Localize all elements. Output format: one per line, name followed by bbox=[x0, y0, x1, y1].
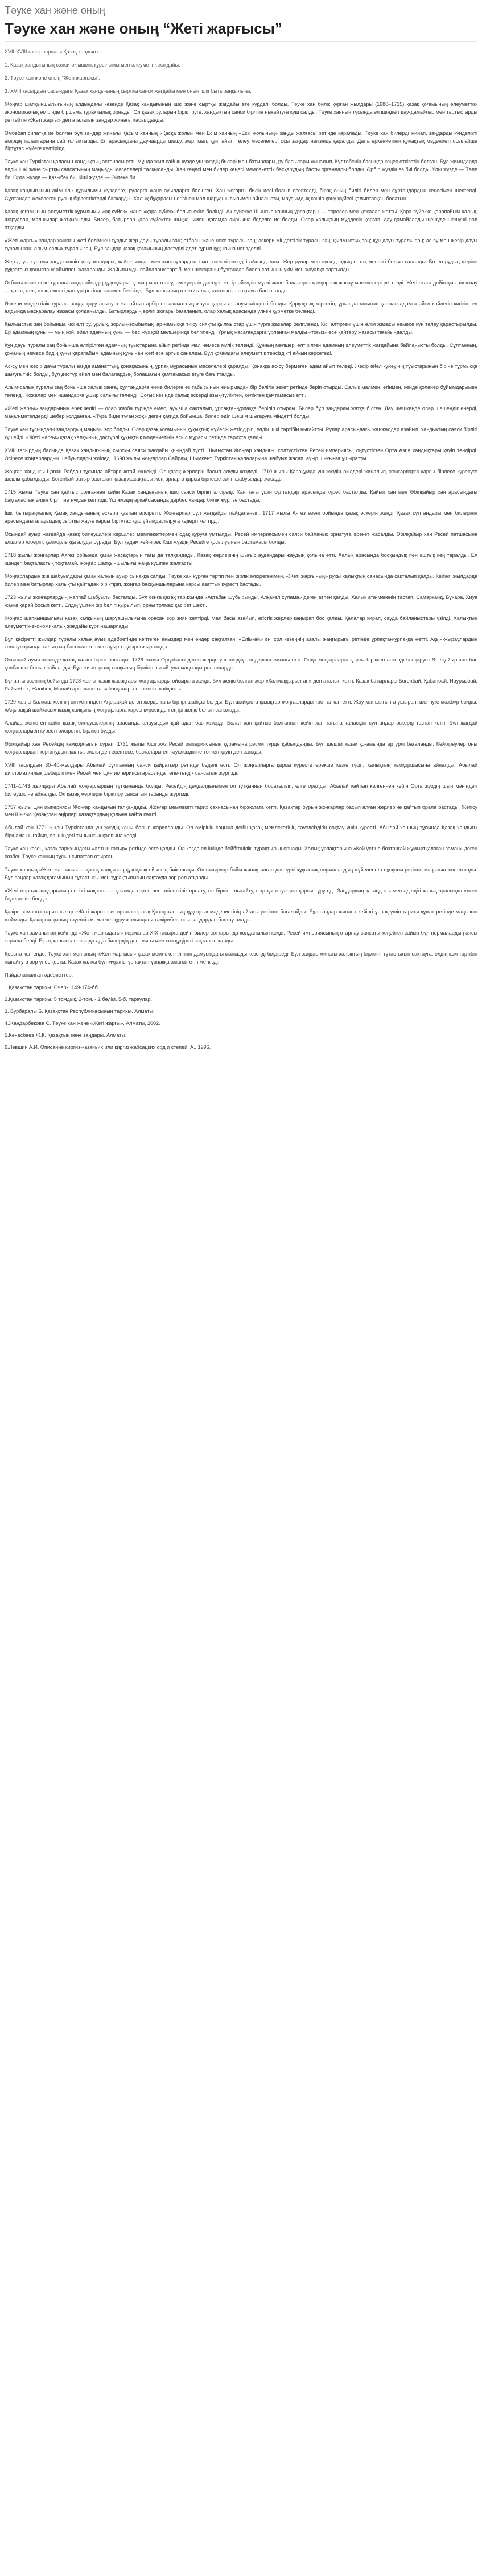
reference-item: 1.Қазақстан тарихы. Очерк. 149-174-бб. bbox=[5, 985, 100, 991]
reference-item: 5.Кенесбаев Ж.К. Қазақтың көне заңдары. Алматы. bbox=[5, 1032, 127, 1039]
paragraph: Алайда жеңістен кейін қазақ билеушілерінің арасында алауыздық қайтадан бас көтерді. Болат хан қайтыс болғаннан кейін хан тағына таласқан сұлтандар әскерді тастап кетті. Бұл жағдай жоңғарлармен күресті әлсіретіп, бірлікті бұзды. bbox=[5, 720, 477, 734]
paragraph: Ас-су мен жесір дауы туралы заңда аманаттың, қонақасының, ұрпақ мұрасының мәселелері қаралды. Қонаққа ас-су бермеген адам айып төледі. Жесір әйел күйеуінің туыстарының біріне тұрмысқа шығуға тиіс болды, бұл дәстүр әйел мен балалардың болашағын қамтамасыз етуге бағытталды. bbox=[5, 363, 477, 378]
paragraph: Тәуке хан заманынан кейін де «Жеті жарғыдағы» нормалар XIX ғасырға дейін билер соттарында қолданылып келді. Ресей империясының отарлау саясаты кеңейген сайын бұл нормалардың аясы тарыла берді. Бірақ халық санасында әділ билердің даналығы мен сөз құдіреті сақталып қалды. bbox=[5, 929, 477, 944]
page-title: Тәуке хан және оның “Жеті жарғысы” bbox=[5, 20, 477, 42]
paragraph: 1715 жылы Тәуке хан қайтыс болғаннан кейін Қазақ хандығының ішкі саяси бірлігі әлсіреді. Хан тағы үшін сұлтандар арасында күрес басталды. Қайып хан мен Әбілқайыр хан арасындағы бақталастық елдің бірлігіне нұқсан келтірді. Үш жүздің әрқайсысында дербес хандар билік жүргізе бастады. bbox=[5, 489, 477, 503]
paragraph: Қазіргі заманғы тарихшылар «Жеті жарғыны» ортағасырлық Қазақстанның құқықтық мәдениетінің айғағы ретінде бағалайды. Бұл заңдар жинағы кейінгі ұрпақ үшін тарихи құжат ретінде маңызын жоймады. Қазақ халқының тәуелсіз мемлекет құру жолындағы тәжірибесі осы заңдардан бастау алады. bbox=[5, 908, 477, 923]
reference-item: 4.Жандарбекова С. Тәуке хан және «Жеті жарғы». Алматы, 2002. bbox=[5, 1020, 160, 1027]
paragraph: Ішкі бытыраңқылық Қазақ хандығының әскери қуатын әлсіретті. Жоңғарлар бұл жағдайды пайдаланып, 1717 жылы Аягөз өзені бойында қазақ әскерін жеңді. Қазақ сұлтандары мен билерінің арасындағы алауыздық сыртқы жауға қарсы біртұтас күш ұйымдастыруға кедергі келтірді. bbox=[5, 510, 477, 524]
paragraph: Бұл қасіретті жылдар туралы халық ауыз әдебиетінде көптеген аңыздар мен әндер сақталған. «Елім-ай» әні сол кезеңнің азалы жаңғырығы ретінде ұрпақтан-ұрпаққа жетті. Ақын-жыраулардың толғауларында халықтың басынан кешкен ауыр тағдыры жырланды. bbox=[5, 636, 477, 650]
paragraph: Алым-салық туралы заң бойынша халық ханға, сұлтандарға және билерге өз табысының жиырмадан бір бөлігін зекет ретінде беріп отырды. Салық малмен, егінмен, кейде қолөнер бұйымдарымен төленді. Қожалар мен ишандарға ұшыр салығы төленді. Соғыс кезінде халық әскерді азық-түлікпен, көлікпен қамтамасыз етті. bbox=[5, 384, 477, 398]
paragraph: «Жеті жарғы» заңдарының негізгі мақсаты — қоғамда тәртіп пен әділеттілік орнату, ел бірлігін нығайту, сыртқы жауларға қарсы тұру еді. Заңдардың қатаңдығы мен әділдігі халық арасында үлкен беделге ие болды. bbox=[5, 888, 477, 902]
paragraph-list bbox=[5, 101, 477, 966]
paragraph: Қылмыстық заң бойынша кісі өлтіру, ұрлық, зорлық-зомбылық, ар-намысқа тиісу сияқты қылмыстар үшін түрлі жазалар белгіленді. Кісі өлтіргені үшін өлім жазасы немесе құн төлеу қарастырылды. Ер адамның құны — мың қой, әйел адамның құны — бес жүз қой мөлшерінде белгіленді. Ұрлық жасағандарға ұрланған малды «тоғыз» есе қайтару жазасы тағайындалды. bbox=[5, 321, 477, 336]
paragraph: XVIII ғасырдың басында Қазақ хандығының сыртқы саяси жағдайы қиындай түсті. Шығыстан Жоңғар хандығы, солтүстіктен Ресей империясы, оңтүстіктен Орта Азия хандықтары қауіп төндірді. Әсіресе жоңғарлардың шабуылдары жиіледі. 1698 жылы жоңғарлар Сайрам, Шымкент, Түркістан қалаларына шабуыл жасап, ауыр шығынға ұшыратты. bbox=[5, 447, 477, 461]
paragraph: Қазақ қоғамының әлеуметтік құрылымы «ақ сүйек» және «қара сүйек» болып екіге бөлінді. Ақ сүйекке Шыңғыс ханның ұрпақтары — төрелер мен қожалар жатты. Қара сүйекке қарапайым халық, шаруалар, малшылар жатқызылды. Билер, батырлар қара сүйектен шыққанымен, қоғамда айрықша беделге ие болды. Олар халықтың мүддесін қорғап, дау-дамайларды шешуде шешуші рөл атқарды. bbox=[5, 209, 477, 230]
paragraph: Жоңғарлардың жиі шабуылдары қазақ халқын ауыр сынаққа салды. Тәуке хан құрған тәртіп пен бірлік әлсірегенімен, «Жеті жарғының» рухы халықтың санасында сақталып қалды. Кейінгі жылдарда билер мен батырлар халықты қайтадан біріктіріп, жоңғар басқыншыларына қарсы азаттық күресті бастады. bbox=[5, 573, 477, 587]
paragraph: 1741–1743 жылдары Абылай жоңғарлардың тұтқынында болды. Ресейдің делдалдығымен ол тұтқыннан босатылып, елге оралды. Абылай қайтып келгеннен кейін Орта жүздің шын мәніндегі билеушісіне айналды. Ол қазақ жерлерін біріктіру саясатын табанды жүргізді. bbox=[5, 783, 477, 797]
paragraph: 1718 жылы жоңғарлар Аягөз бойында қазақ жасақтарын тағы да талқандады. Қазақ жерлерінің шығыс аудандары жаудың қолына өтті. Халық арасында босқындық пен аштық кең таралды. Ел ішіндегі бақталастық тоқтамай, жоңғар шапқыншылығы жаңа күшпен жалғасты. bbox=[5, 552, 477, 566]
paragraph: Қазақ хандығының әкімшілік құрылымы жүздерге, руларға және ауылдарға бөлінген. Хан жоғарғы билік иесі болып есептелді, бірақ оның билігі билер мен сұлтандардың кеңесімен шектелді. Сұлтандар жекелеген рулық бірлестіктерді басқарды. Халық бұқарасы негізінен мал шаруашылығымен айналысты, маусымдық көшіп-қону жүйесі қалыптасқан болатын. bbox=[5, 188, 477, 202]
paragraph: 1757 жылы Цин империясы Жоңғар хандығын талқандады. Жоңғар мемлекеті тарих сахнасынан біржолата кетті. Қазақтар бұрын жоңғарлар басып алған жерлеріне қайтып орала бастады. Жетісу мен Шығыс Қазақстан өңірлері қазақтардың қолына қайта көшті. bbox=[5, 804, 477, 818]
meta-line: 1. Қазақ хандығының саяси-әкімшілік құрылымы мен әлеуметтік жағдайы. bbox=[5, 61, 180, 68]
paragraph: Бұланты өзенінің бойында 1728 жылы қазақ жасақтары жоңғарларды ойсырата жеңді. Бұл жеңіс болған жер «Қалмаққырылған» деп аталып кетті. Қазақ батырлары Бөгенбай, Қабанбай, Наурызбай, Райымбек, Жәнібек, Малайсары және тағы басқалары ерлікпен шайқасты. bbox=[5, 678, 477, 692]
meta-line: XVII-XVIII ғасырлардағы Қазақ хандығы bbox=[5, 49, 99, 55]
reference-item: 2.Қазақстан тарихы. 5 томдық. 2-том. - 2 бөлім. 5-б. тараулар. bbox=[5, 997, 153, 1003]
article-body bbox=[5, 48, 477, 1052]
paragraph: Тәуке ханның «Жеті жарғысы» — қазақ халқының құқықтық ойының биік шыңы. Ол ғасырлар бойы жинақталған дәстүрлі құқықтық нормалардың жүйеленген нұсқасы ретінде маңызын жоғалтпады. Бұл заңдар қазақ қоғамының тұтастығы мен тұрақтылығын сақтауда зор рөл атқарды. bbox=[5, 867, 477, 881]
paragraph: «Жеті жарғы» заңдар жинағы жеті бөлімнен тұрды: жер дауы туралы заң; отбасы және неке туралы заң; әскери міндеттілік туралы заң; қылмыстық заң; құн дауы туралы заң; ас-су мен жесір дауы туралы заң; алым-салық туралы заң. Бұл заңдар қазақ қоғамының дәстүрлі әдет-ғұрып құқығына негізделді. bbox=[5, 237, 477, 251]
reference-item: 6.Левшин А.И. Описание киргиз-казачьих или киргиз-кайсацких орд и степей. А., 1996. bbox=[5, 1044, 211, 1051]
paragraph: Тәуке хан Түркістан қаласын хандықтың астанасы етті. Мұнда жыл сайын күзде үш жүздің билері мен батырлары, ру басылары жиналып, Күлтөбенің басында кеңес өткізетін болған. Бұл жиындарда елдің ішкі және сыртқы саясатының маңызды мәселелері талқыланды. Хан кеңесі мен билер кеңесі мемлекеттік басқарудың басты органдары болды. Әрбір жүздің өз биі болды: Ұлы жүзде — Төле би, Орта жүзде — Қазыбек би, Кіші жүзде — Әйтеке би. bbox=[5, 159, 477, 181]
references-title: Пайдаланылған әдебиеттер: bbox=[5, 971, 73, 978]
meta-line: 2. Тәуке хан және оның “Жеті жарғысы”. bbox=[5, 75, 100, 81]
paragraph: «Жеті жарғы» заңдарының ерекшелігі — олар жазба түрінде емес, ауызша сақталып, ұрпақтан-ұрпаққа беріліп отырды. Билер бұл заңдарды жатқа білген. Дау шешкенде олар шешендік өнерді, мақал-мәтелдерді шебер қолданған. «Тура биде туған жоқ» деген қағида бойынша, билер әділ шешім шығаруға міндетті болды. bbox=[5, 405, 477, 419]
references-list bbox=[5, 984, 477, 1052]
paragraph: 1729 жылы Балқаш көлінің оңтүстігіндегі Аңырақай деген жерде тағы бір ірі шайқас болды. Бұл шайқаста қазақтар жоңғарларды тас-талқан етті. Жау көп шығынға ұшырап, шегінуге мәжбүр болды. «Аңырақай шайқасы» қазақ халқының жоңғарларға қарсы күресіндегі ең ірі жеңіс болып саналады. bbox=[5, 699, 477, 713]
page bbox=[0, 0, 482, 1061]
paragraph: Жоңғар хандығы Цэван Рабдан тұсында айтарлықтай күшейді. Ол қазақ жерлерін басып алуды көздеді. 1710 жылы Қарақұмда үш жүздің өкілдері жиналып, жоңғарларға қарсы бірлесе күресуге шешім қабылдады. Бөгенбай батыр бастаған қазақ жасақтары жоңғарларға қарсы бірнеше сәтті шабуылдар жасады. bbox=[5, 468, 477, 482]
paragraph: Жоңғар шапқыншылығының алдындағы кезеңде Қазақ хандығының ішкі және сыртқы жағдайы өте күрделі болды. Тәуке хан билік құрған жылдары (1680–1715) қазақ қоғамының әлеуметтік-экономикалық өмірінде біршама тұрақтылық орнады. Ол қазақ руларын біріктіруге, хандықтың саяси бірлігін нығайтуға күш салды. Тәуке ханның тұсында ел ішіндегі дау-дамайлар мен тартыстарды реттейтін «Жеті жарғы» деп аталатын заңдар жинағы қабылданды. bbox=[5, 101, 477, 123]
paragraph: Әскери міндеттілік туралы заңда қару асынуға жарайтын әрбір ер азаматтың жауға қарсы аттануы міндетті болды. Қорқақтық көрсетіп, ұрыс даласынан қашқан адамға әйел көйлегін кигізіп, ел алдында масқаралау жазасы қолданылды. Батырлардың ерлігі жоғары бағаланып, олар халық арасында үлкен құрметке бөленді. bbox=[5, 300, 477, 315]
reference-item: 3. Бурбаралы Б. Қазақстан Республикасының тарихы. Алматы. bbox=[5, 1008, 155, 1015]
paragraph: Тәуке хан кезеңі қазақ тарихындағы «алтын ғасыр» ретінде есте қалды. Ол кезде ел ішінде бейбітшілік, тұрақтылық орнады. Халық ұрпақтарына «Қой үстіне бозторғай жұмыртқалаған заман» деген сөзбен Тәуке ханның тұсын сипаттап отырған. bbox=[5, 846, 477, 860]
paragraph: Әбілқайыр хан Ресейдің қамқорлығын сұрап, 1731 жылы Кіші жүз Ресей империясының құрамына ресми түрде қабылданды. Бұл шешім қазақ қоғамында әртүрлі бағаланды. Кейбіреулер оны жоңғарлардан қорғанудың жалғыз жолы деп есептесе, басқалары ел тәуелсіздігіне төнген қауіп деп санады. bbox=[5, 741, 477, 755]
paragraph: Қорыта келгенде, Тәуке хан мен оның «Жеті жарғысы» қазақ мемлекеттілігінің дамуындағы маңызды кезеңді білдіреді. Бұл заңдар жинағы халықтың бірлігін, тұтастығын сақтауға, елдің ішкі тәртібін нығайтуға зор үлес қосты. Қазақ халқы бұл мұраны ұрпақтан-ұрпаққа аманат етіп жеткізді. bbox=[5, 950, 477, 965]
paragraph: Құн дауы туралы заң бойынша өлтірілген адамның туыстарына айып ретінде мал немесе мүлік төленді. Құнның мөлшері өлтірілген адамның әлеуметтік жағдайына байланысты болды. Сұлтанның, қожаның немесе бидің құны қарапайым адамның құнынан жеті есе артық саналды. Бұл қоғамдағы әлеуметтік теңсіздікті айқын көрсетеді. bbox=[5, 342, 477, 357]
paragraph: Абылай хан 1771 жылы Түркістанда үш жүздің ханы болып жарияланды. Ол өмірінің соңына дейін қазақ мемлекетінің тәуелсіздігін сақтау үшін күресті. Абылай ханның тұсында Қазақ хандығы біршама нығайып, ел ішіндегі тыныштық қалпына келді. bbox=[5, 825, 477, 839]
paragraph: Әмбебап сипатқа ие болған бұл заңдар жинағы Қасым ханның «Қасқа жолы» мен Есім ханның «Ескі жолының» заңды жалғасы ретінде қаралады. Тәуке хан билерді жинап, заңдарды күнделікті өмірдің талаптарына сай толықтырды. Ел арасындағы дау-шарды шешу, жер, мал, құн, айып төлеу мәселелері осы заңдар негізінде қаралды. Дала өркениетінің құқықтық мәдениеті осылайша біртұтас жүйеге келтірілді. bbox=[5, 130, 477, 152]
site-title: Тәуке хан және оның bbox=[5, 5, 105, 16]
paragraph: Осындай ауыр кезеңде қазақ халқы біріге бастады. 1726 жылы Ордабасы деген жерде үш жүздің өкілдерінің жиыны өтті. Онда жоңғарларға қарсы біріккен әскерді басқаруға Әбілқайыр хан бас қолбасшы болып сайланды. Бұл жиын қазақ халқының бірлігін нығайтуда маңызды рөл атқарды. bbox=[5, 657, 477, 671]
meta-line: 3. XVIII ғасырдың басындағы Қазақ хандығының сыртқы саяси жағдайы мен оның ішкі бытыраңқылығы. bbox=[5, 88, 252, 94]
paragraph: Осындай ауыр жағдайда қазақ билеушілері көршілес мемлекеттермен одақ құруға ұмтылды. Ресей империясымен саяси байланыс орнатуға әрекет жасалды. Әбілқайыр хан Ресей патшасына елшілер жіберіп, қамқорлыққа алуды сұрады. Бұл қадам кейінірек Кіші жүздің Ресейге қосылуының бастамасы болды. bbox=[5, 531, 477, 545]
paragraph: Жоңғар шапқыншылығы қазақ халқының шаруашылығына орасан зор зиян келтірді. Мал басы азайып, егістік жерлер қаңырап бос қалды. Қалалар қирап, сауда байланыстары үзілді. Халықтың әлеуметтік-экономикалық жағдайы күрт нашарлады. bbox=[5, 615, 477, 629]
paragraph: XVIII ғасырдың 30–40-жылдары Абылай сұлтанның саяси қайраткер ретінде беделі өсті. Ол жоңғарларға қарсы күресте ерекше көзге түсіп, халықтың қамқоршысына айналды. Абылай дипломатиялық шеберлігімен Ресей мен Цин империясы арасында тепе-теңдік саясатын жүргізді. bbox=[5, 762, 477, 776]
paragraph: 1723 жылы жоңғарлардың жаппай шабуылы басталды. Бұл оқиға қазақ тарихында «Ақтабан шұбырынды, Алқакөл сұлама» деген атпен қалды. Халық ата-мекенін тастап, Самарқанд, Бұхара, Хиуа жаққа қарай босып кетті. Елдің үштен бір бөлігі қырылып, орны толмас қасірет шекті. bbox=[5, 594, 477, 608]
paragraph: Тәуке хан тұсындағы заңдардың маңызы зор болды. Олар қазақ қоғамының құқықтық жүйесін жетілдіріп, елдің ішкі тәртібін нығайтты. Рулар арасындағы жанжалдар азайып, хандықтың саяси бірлігі күшейді. «Жеті жарғы» қазақ халқының дәстүрлі құқықтық мәдениетінің асыл мұрасы ретінде тарихта қалды. bbox=[5, 426, 477, 440]
paragraph: Отбасы және неке туралы заңда әйелдің құқықтары, қалың мал төлеу, әмеңгерлік дәстүрі, жесір әйелдің мүлкі және балаларға қамқорлық жасау мәселелері реттелді. Жеті атаға дейін қыз алыспау — қазақ халқының ежелгі дәстүрі ретінде заңмен бекітілді. Бұл халықтың генетикалық тазалығын сақтауға бағытталды. bbox=[5, 279, 477, 293]
paragraph: Жер дауы туралы заңда көшіп-қону жолдары, жайылымдар мен қыстаулардың кімге тиесілі екендігі айқындалды. Жер рулар мен ауылдардың ортақ меншігі болып саналды. Бөтен рудың жеріне рұқсатсыз қоныстану айыппен жазаланды. Жайылымды пайдалану тәртібі мен шекараны бұзғандар билер сотының үкімімен жауапқа тартылды. bbox=[5, 258, 477, 272]
